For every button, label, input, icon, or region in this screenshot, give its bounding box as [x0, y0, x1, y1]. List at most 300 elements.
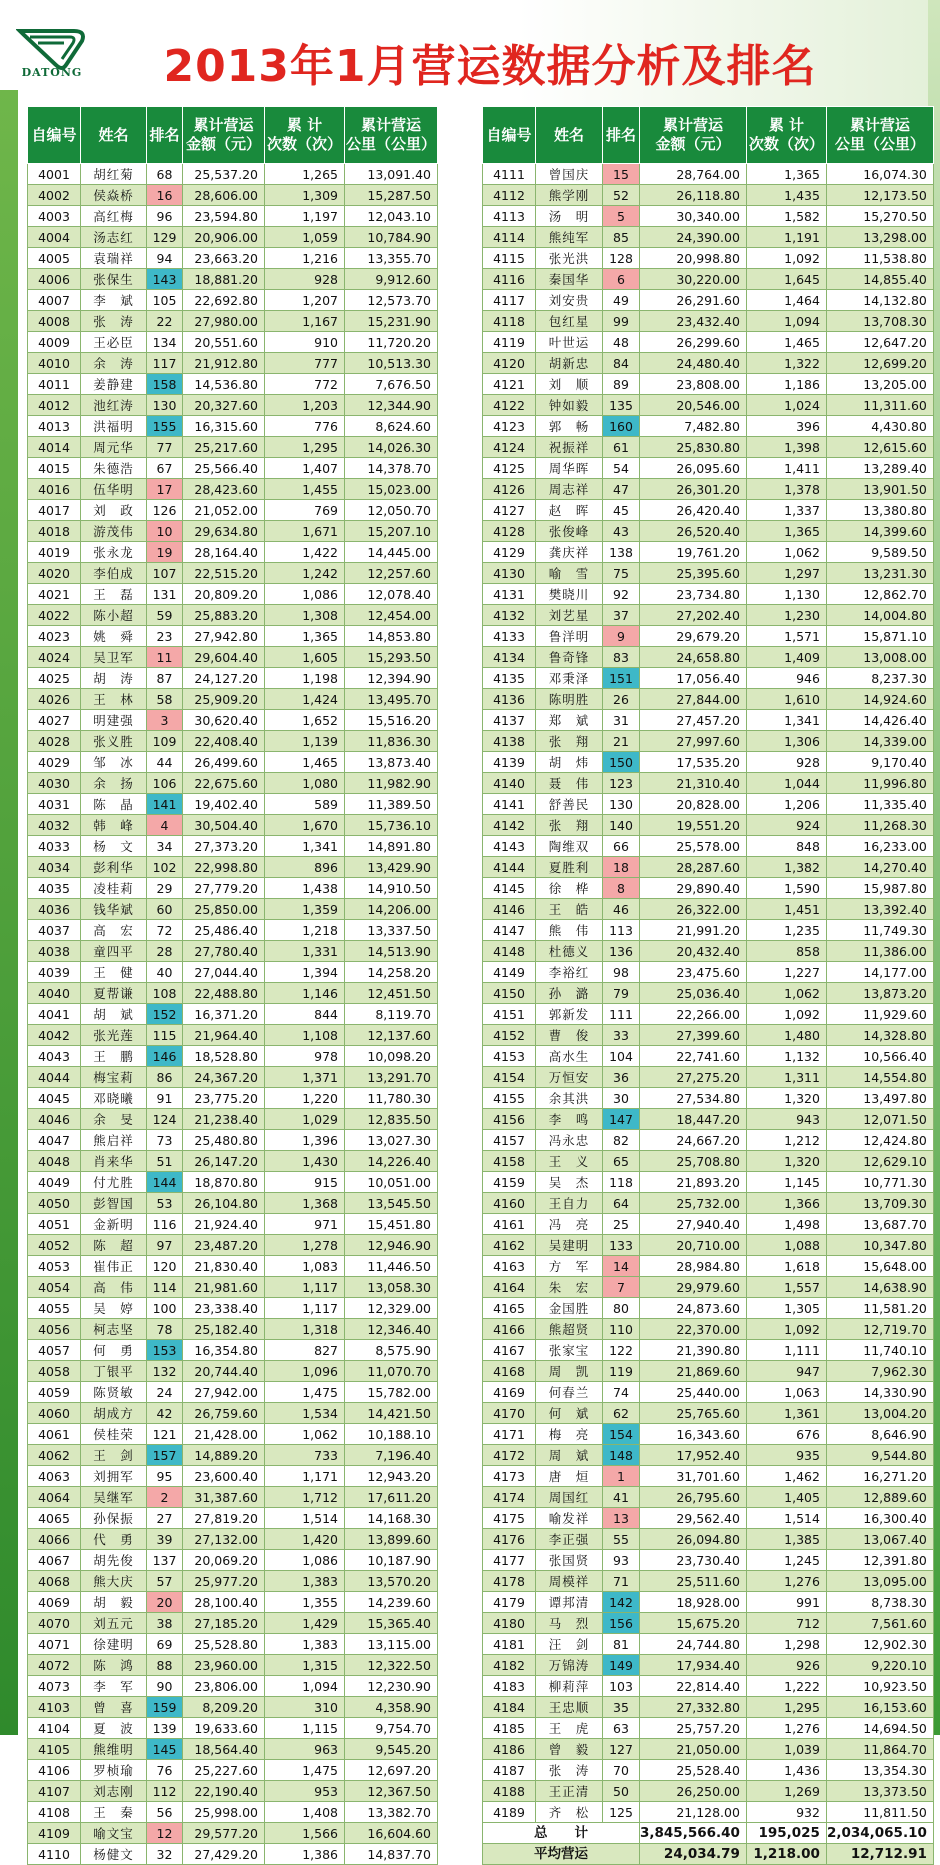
- cell-rank: 100: [147, 1298, 183, 1319]
- cell-id: 4113: [483, 206, 536, 227]
- table-row: [28, 185, 438, 206]
- cell-amount: 25,977.20: [183, 1571, 265, 1592]
- cell-amount: 23,960.00: [183, 1655, 265, 1676]
- cell-id: 4019: [28, 542, 81, 563]
- cell-name: 刘 顺: [536, 374, 603, 395]
- cell-rank: 83: [603, 647, 640, 668]
- table-row: [28, 1739, 438, 1760]
- cell-amount: 23,808.00: [640, 374, 747, 395]
- cell-km: 11,268.30: [826, 815, 933, 836]
- cell-amount: 25,537.20: [183, 164, 265, 185]
- cell-km: 14,328.80: [826, 1025, 933, 1046]
- cell-km: 10,098.20: [345, 1046, 438, 1067]
- cell-name: 张义胜: [81, 731, 147, 752]
- cell-amount: 24,873.60: [640, 1298, 747, 1319]
- cell-name: 周模祥: [536, 1571, 603, 1592]
- cell-amount: 26,420.40: [640, 500, 747, 521]
- cell-name: 王自力: [536, 1193, 603, 1214]
- cell-name: 王 鹏: [81, 1046, 147, 1067]
- cell-km: 12,137.60: [345, 1025, 438, 1046]
- table-row: [28, 227, 438, 248]
- cell-amount: 26,299.60: [640, 332, 747, 353]
- cell-id: 4153: [483, 1046, 536, 1067]
- cell-id: 4032: [28, 815, 81, 836]
- cell-trips: 1,429: [265, 1613, 345, 1634]
- cell-rank: 104: [603, 1046, 640, 1067]
- cell-rank: 13: [603, 1508, 640, 1529]
- header-rank: 排名: [603, 107, 640, 164]
- table-row: [483, 1466, 934, 1487]
- cell-km: 13,687.70: [826, 1214, 933, 1235]
- cell-trips: 1,298: [746, 1634, 826, 1655]
- table-row: [28, 1466, 438, 1487]
- cell-rank: 92: [603, 584, 640, 605]
- cell-id: 4186: [483, 1739, 536, 1760]
- cell-rank: 131: [147, 584, 183, 605]
- totals-km: 2,034,065.10: [826, 1823, 933, 1844]
- cell-amount: 22,370.00: [640, 1319, 747, 1340]
- cell-name: 付尤胜: [81, 1172, 147, 1193]
- cell-id: 4179: [483, 1592, 536, 1613]
- cell-trips: 1,383: [265, 1571, 345, 1592]
- cell-amount: 24,744.80: [640, 1634, 747, 1655]
- cell-name: 胡先俊: [81, 1550, 147, 1571]
- cell-trips: 1,096: [265, 1361, 345, 1382]
- cell-rank: 48: [603, 332, 640, 353]
- cell-rank: 6: [603, 269, 640, 290]
- cell-name: 余 扬: [81, 773, 147, 794]
- cell-id: 4015: [28, 458, 81, 479]
- cell-name: 张光莲: [81, 1025, 147, 1046]
- cell-rank: 10: [147, 521, 183, 542]
- cell-id: 4182: [483, 1655, 536, 1676]
- cell-name: 钱华斌: [81, 899, 147, 920]
- cell-km: 13,004.20: [826, 1403, 933, 1424]
- cell-km: 14,378.70: [345, 458, 438, 479]
- cell-rank: 160: [603, 416, 640, 437]
- cell-id: 4064: [28, 1487, 81, 1508]
- table-row: [483, 227, 934, 248]
- cell-km: 13,091.40: [345, 164, 438, 185]
- cell-trips: 1,062: [265, 1424, 345, 1445]
- cell-rank: 16: [147, 185, 183, 206]
- cell-km: 14,399.60: [826, 521, 933, 542]
- cell-id: 4158: [483, 1151, 536, 1172]
- cell-amount: 27,399.60: [640, 1025, 747, 1046]
- cell-amount: 29,604.40: [183, 647, 265, 668]
- cell-id: 4034: [28, 857, 81, 878]
- cell-trips: 1,366: [746, 1193, 826, 1214]
- cell-rank: 39: [147, 1529, 183, 1550]
- cell-name: 张 翔: [536, 731, 603, 752]
- cell-amount: 18,564.40: [183, 1739, 265, 1760]
- table-row: [483, 458, 934, 479]
- cell-name: 肖来华: [81, 1151, 147, 1172]
- cell-rank: 66: [603, 836, 640, 857]
- totals-row: [483, 1823, 934, 1844]
- table-row: [28, 206, 438, 227]
- cell-km: 8,738.30: [826, 1592, 933, 1613]
- cell-rank: 146: [147, 1046, 183, 1067]
- cell-name: 秦国华: [536, 269, 603, 290]
- cell-amount: 28,606.00: [183, 185, 265, 206]
- cell-amount: 16,354.80: [183, 1340, 265, 1361]
- cell-trips: 1,062: [746, 542, 826, 563]
- cell-trips: 310: [265, 1697, 345, 1718]
- cell-id: 4073: [28, 1676, 81, 1697]
- cell-name: 何 勇: [81, 1340, 147, 1361]
- table-row: [28, 1109, 438, 1130]
- cell-km: 13,495.70: [345, 689, 438, 710]
- cell-trips: 1,088: [746, 1235, 826, 1256]
- right-table-body: [483, 164, 934, 1823]
- cell-km: 10,051.00: [345, 1172, 438, 1193]
- cell-rank: 52: [603, 185, 640, 206]
- cell-km: 13,497.80: [826, 1088, 933, 1109]
- cell-id: 4147: [483, 920, 536, 941]
- table-row: [28, 647, 438, 668]
- cell-id: 4141: [483, 794, 536, 815]
- cell-rank: 51: [147, 1151, 183, 1172]
- cell-trips: 1,235: [746, 920, 826, 941]
- cell-name: 伍华明: [81, 479, 147, 500]
- cell-trips: 947: [746, 1361, 826, 1382]
- table-row: [483, 185, 934, 206]
- cell-name: 崔伟正: [81, 1256, 147, 1277]
- cell-rank: 123: [603, 773, 640, 794]
- cell-amount: 27,819.20: [183, 1508, 265, 1529]
- cell-rank: 103: [603, 1676, 640, 1697]
- table-row: [483, 773, 934, 794]
- cell-km: 12,043.10: [345, 206, 438, 227]
- cell-trips: 1,712: [265, 1487, 345, 1508]
- cell-trips: 1,269: [746, 1781, 826, 1802]
- cell-name: 包红星: [536, 311, 603, 332]
- cell-trips: 1,394: [265, 962, 345, 983]
- cell-rank: 89: [603, 374, 640, 395]
- table-row: [483, 563, 934, 584]
- cell-km: 12,329.00: [345, 1298, 438, 1319]
- cell-name: 洪福明: [81, 416, 147, 437]
- table-row: [28, 1445, 438, 1466]
- cell-name: 高红梅: [81, 206, 147, 227]
- cell-name: 吴 杰: [536, 1172, 603, 1193]
- cell-rank: 136: [603, 941, 640, 962]
- cell-trips: 1,111: [746, 1340, 826, 1361]
- cell-name: 余其洪: [536, 1088, 603, 1109]
- cell-amount: 22,692.80: [183, 290, 265, 311]
- header-amount: 累计营运 金额（元）: [640, 107, 747, 164]
- table-row: [483, 395, 934, 416]
- cell-name: 袁瑞祥: [81, 248, 147, 269]
- cell-name: 张保生: [81, 269, 147, 290]
- cell-rank: 120: [147, 1256, 183, 1277]
- cell-rank: 22: [147, 311, 183, 332]
- cell-km: 8,646.90: [826, 1424, 933, 1445]
- cell-amount: 24,667.20: [640, 1130, 747, 1151]
- cell-rank: 45: [603, 500, 640, 521]
- cell-km: 12,615.60: [826, 437, 933, 458]
- table-row: [483, 1004, 934, 1025]
- cell-km: 12,573.70: [345, 290, 438, 311]
- cell-km: 14,239.60: [345, 1592, 438, 1613]
- cell-id: 4010: [28, 353, 81, 374]
- cell-name: 李 军: [81, 1676, 147, 1697]
- cell-km: 14,910.50: [345, 878, 438, 899]
- cell-rank: 33: [603, 1025, 640, 1046]
- cell-amount: 23,730.40: [640, 1550, 747, 1571]
- cell-amount: 17,535.20: [640, 752, 747, 773]
- cell-amount: 26,499.60: [183, 752, 265, 773]
- cell-rank: 37: [603, 605, 640, 626]
- cell-id: 4157: [483, 1130, 536, 1151]
- cell-amount: 18,528.80: [183, 1046, 265, 1067]
- cell-amount: 20,710.00: [640, 1235, 747, 1256]
- cell-rank: 91: [147, 1088, 183, 1109]
- table-row: [483, 542, 934, 563]
- cell-trips: 1,498: [746, 1214, 826, 1235]
- cell-km: 10,347.80: [826, 1235, 933, 1256]
- table-row: [28, 1403, 438, 1424]
- table-row: [28, 1151, 438, 1172]
- cell-km: 12,257.60: [345, 563, 438, 584]
- cell-amount: 23,600.40: [183, 1466, 265, 1487]
- cell-name: 张家宝: [536, 1340, 603, 1361]
- table-row: [28, 1025, 438, 1046]
- cell-name: 明建强: [81, 710, 147, 731]
- cell-id: 4003: [28, 206, 81, 227]
- cell-rank: 132: [147, 1361, 183, 1382]
- cell-trips: 1,331: [265, 941, 345, 962]
- cell-trips: 1,359: [265, 899, 345, 920]
- cell-name: 朱 宏: [536, 1277, 603, 1298]
- table-row: [483, 1634, 934, 1655]
- cell-name: 王 虎: [536, 1718, 603, 1739]
- cell-name: 汤 明: [536, 206, 603, 227]
- cell-trips: 1,276: [746, 1571, 826, 1592]
- cell-name: 万恒安: [536, 1067, 603, 1088]
- cell-amount: 26,520.40: [640, 521, 747, 542]
- cell-km: 12,322.50: [345, 1655, 438, 1676]
- cell-rank: 128: [603, 248, 640, 269]
- cell-rank: 80: [603, 1298, 640, 1319]
- table-row: [28, 605, 438, 626]
- cell-name: 高 宏: [81, 920, 147, 941]
- table-row: [28, 1592, 438, 1613]
- cell-km: 14,694.50: [826, 1718, 933, 1739]
- cell-rank: 23: [147, 626, 183, 647]
- cell-rank: 142: [603, 1592, 640, 1613]
- cell-id: 4067: [28, 1550, 81, 1571]
- cell-trips: 1,398: [746, 437, 826, 458]
- cell-id: 4059: [28, 1382, 81, 1403]
- cell-name: 杨 文: [81, 836, 147, 857]
- cell-rank: 87: [147, 668, 183, 689]
- cell-name: 姚 舜: [81, 626, 147, 647]
- cell-amount: 26,147.20: [183, 1151, 265, 1172]
- cell-amount: 20,828.00: [640, 794, 747, 815]
- cell-id: 4130: [483, 563, 536, 584]
- cell-km: 13,058.30: [345, 1277, 438, 1298]
- table-row: [28, 290, 438, 311]
- cell-km: 14,168.30: [345, 1508, 438, 1529]
- table-row: [483, 647, 934, 668]
- cell-trips: 1,645: [746, 269, 826, 290]
- cell-trips: 1,420: [265, 1529, 345, 1550]
- cell-trips: 1,212: [746, 1130, 826, 1151]
- cell-id: 4107: [28, 1781, 81, 1802]
- table-row: [483, 1445, 934, 1466]
- cell-km: 10,784.90: [345, 227, 438, 248]
- cell-trips: 1,652: [265, 710, 345, 731]
- cell-km: 15,287.50: [345, 185, 438, 206]
- cell-amount: 28,100.40: [183, 1592, 265, 1613]
- header-id: 自编号: [28, 107, 81, 164]
- cell-name: 吴 婷: [81, 1298, 147, 1319]
- cell-name: 梅 亮: [536, 1424, 603, 1445]
- cell-name: 樊晓川: [536, 584, 603, 605]
- cell-km: 13,067.40: [826, 1529, 933, 1550]
- cell-trips: 776: [265, 416, 345, 437]
- table-row: [28, 1676, 438, 1697]
- cell-amount: 25,998.00: [183, 1802, 265, 1823]
- cell-name: 喻发祥: [536, 1508, 603, 1529]
- cell-name: 王必臣: [81, 332, 147, 353]
- cell-id: 4167: [483, 1340, 536, 1361]
- table-row: [483, 500, 934, 521]
- cell-amount: 28,764.00: [640, 164, 747, 185]
- cell-rank: 133: [603, 1235, 640, 1256]
- table-row: [483, 899, 934, 920]
- cell-id: 4109: [28, 1823, 81, 1844]
- page-title: 2013年1月营运数据分析及排名: [163, 41, 817, 92]
- cell-amount: 22,408.40: [183, 731, 265, 752]
- cell-amount: 21,128.00: [640, 1802, 747, 1823]
- cell-name: 陈明胜: [536, 689, 603, 710]
- cell-name: 李伯成: [81, 563, 147, 584]
- cell-rank: 76: [147, 1760, 183, 1781]
- cell-name: 王 林: [81, 689, 147, 710]
- cell-trips: 1,368: [265, 1193, 345, 1214]
- cell-amount: 27,332.80: [640, 1697, 747, 1718]
- right-ranking-table: [482, 106, 934, 1865]
- cell-amount: 27,185.20: [183, 1613, 265, 1634]
- table-row: [28, 269, 438, 290]
- table-row: [28, 1277, 438, 1298]
- table-row: [28, 752, 438, 773]
- cell-trips: 1,582: [746, 206, 826, 227]
- table-row: [28, 836, 438, 857]
- cell-rank: 127: [603, 1739, 640, 1760]
- table-row: [28, 1382, 438, 1403]
- cell-rank: 141: [147, 794, 183, 815]
- cell-id: 4164: [483, 1277, 536, 1298]
- table-row: [483, 290, 934, 311]
- cell-name: 陶维双: [536, 836, 603, 857]
- cell-name: 胡 斌: [81, 1004, 147, 1025]
- cell-amount: 25,765.60: [640, 1403, 747, 1424]
- cell-id: 4119: [483, 332, 536, 353]
- table-row: [28, 1193, 438, 1214]
- cell-rank: 156: [603, 1613, 640, 1634]
- cell-trips: 1,365: [746, 521, 826, 542]
- cell-name: 夏胜利: [536, 857, 603, 878]
- cell-id: 4183: [483, 1676, 536, 1697]
- cell-name: 唐 烜: [536, 1466, 603, 1487]
- cell-trips: 1,086: [265, 584, 345, 605]
- cell-rank: 143: [147, 269, 183, 290]
- table-row: [483, 1361, 934, 1382]
- table-row: [28, 962, 438, 983]
- cell-trips: 1,197: [265, 206, 345, 227]
- table-row: [483, 248, 934, 269]
- cell-km: 17,611.20: [345, 1487, 438, 1508]
- average-label: 平均营运: [483, 1844, 640, 1865]
- table-row: [483, 815, 934, 836]
- cell-id: 4066: [28, 1529, 81, 1550]
- cell-km: 12,173.50: [826, 185, 933, 206]
- cell-amount: 25,757.20: [640, 1718, 747, 1739]
- table-row: [28, 1823, 438, 1844]
- cell-rank: 46: [603, 899, 640, 920]
- cell-km: 14,330.90: [826, 1382, 933, 1403]
- cell-name: 夏帮谦: [81, 983, 147, 1004]
- average-amount: 24,034.79: [640, 1844, 747, 1865]
- cell-km: 13,354.30: [826, 1760, 933, 1781]
- table-row: [28, 710, 438, 731]
- table-row: [483, 626, 934, 647]
- cell-id: 4037: [28, 920, 81, 941]
- cell-trips: 1,455: [265, 479, 345, 500]
- cell-amount: 24,658.80: [640, 647, 747, 668]
- cell-trips: 1,475: [265, 1382, 345, 1403]
- table-row: [483, 1655, 934, 1676]
- cell-amount: 27,429.20: [183, 1844, 265, 1865]
- cell-km: 11,780.30: [345, 1088, 438, 1109]
- cell-km: 10,187.90: [345, 1550, 438, 1571]
- cell-id: 4187: [483, 1760, 536, 1781]
- table-row: [28, 941, 438, 962]
- cell-name: 梅宝莉: [81, 1067, 147, 1088]
- table-row: [483, 1718, 934, 1739]
- cell-trips: 1,451: [746, 899, 826, 920]
- cell-rank: 43: [603, 521, 640, 542]
- cell-id: 4159: [483, 1172, 536, 1193]
- cell-name: 熊纯军: [536, 227, 603, 248]
- table-row: [28, 1046, 438, 1067]
- cell-trips: 1,203: [265, 395, 345, 416]
- cell-name: 吴继军: [81, 1487, 147, 1508]
- cell-name: 熊维明: [81, 1739, 147, 1760]
- cell-trips: 1,216: [265, 248, 345, 269]
- cell-rank: 17: [147, 479, 183, 500]
- cell-km: 9,544.80: [826, 1445, 933, 1466]
- cell-trips: 1,206: [746, 794, 826, 815]
- table-row: [483, 416, 934, 437]
- cell-trips: 1,108: [265, 1025, 345, 1046]
- cell-km: 11,929.60: [826, 1004, 933, 1025]
- cell-id: 4143: [483, 836, 536, 857]
- cell-rank: 7: [603, 1277, 640, 1298]
- table-row: [28, 479, 438, 500]
- cell-amount: 23,594.80: [183, 206, 265, 227]
- cell-km: 9,754.70: [345, 1718, 438, 1739]
- cell-amount: 20,546.00: [640, 395, 747, 416]
- cell-name: 胡 炜: [536, 752, 603, 773]
- table-row: [28, 983, 438, 1004]
- cell-rank: 59: [147, 605, 183, 626]
- cell-km: 8,119.70: [345, 1004, 438, 1025]
